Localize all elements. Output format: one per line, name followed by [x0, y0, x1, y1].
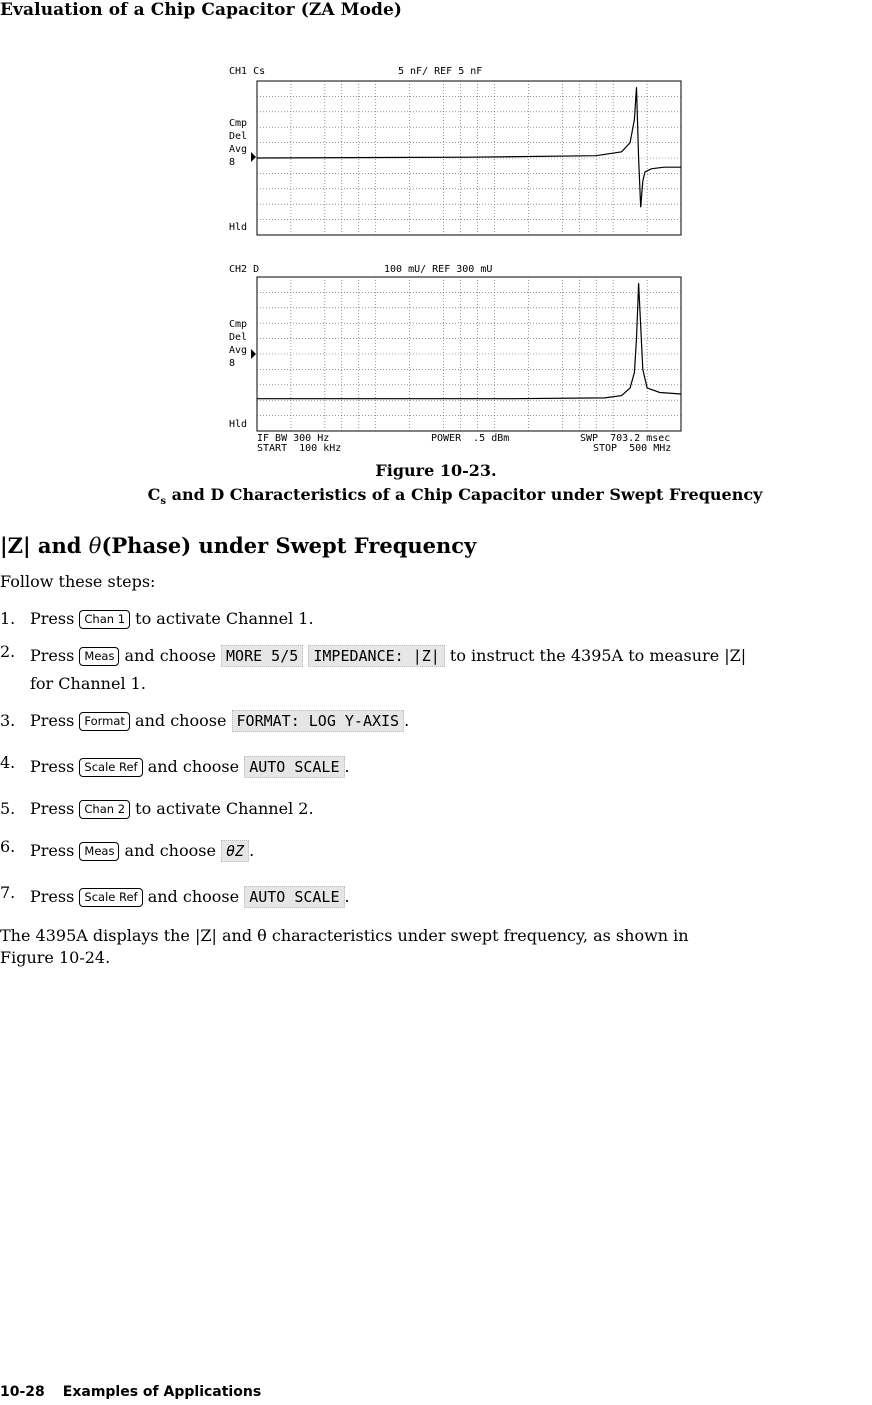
step-number: 4.	[0, 753, 16, 772]
scale-ref-key[interactable]: Scale Ref	[79, 888, 142, 907]
ch1-avg-count: 8	[229, 157, 236, 168]
stop-freq-label: STOP 500 MHz	[593, 443, 672, 454]
ch2-avg-count: 8	[229, 358, 236, 369]
step-text: Press	[30, 757, 75, 776]
ch2-plot	[257, 277, 681, 431]
step-text: Press	[30, 799, 75, 818]
step-text: to activate Channel 1.	[135, 609, 314, 628]
step-text: and choose	[147, 757, 240, 776]
meas-key[interactable]: Meas	[79, 842, 119, 861]
auto-scale-softkey[interactable]: AUTO SCALE	[244, 756, 344, 778]
ch2-cmp: Cmp	[229, 319, 248, 330]
step-text: Press	[30, 646, 75, 665]
start-freq-label: START 100 kHz	[257, 443, 342, 454]
step-number: 2.	[0, 642, 16, 661]
ch1-del: Del	[229, 131, 248, 142]
ch1-cmp: Cmp	[229, 118, 248, 129]
step-text: and choose	[135, 711, 227, 730]
trace-graphics	[226, 62, 686, 457]
caption-sub: s	[160, 496, 166, 508]
step-text: Press	[30, 711, 75, 730]
chan1-key[interactable]: Chan 1	[79, 610, 130, 629]
figure-number: Figure 10-23.	[375, 461, 497, 480]
step-number: 6.	[0, 837, 16, 856]
step-text: Press	[30, 887, 75, 906]
step-number: 5.	[0, 799, 16, 818]
format-key[interactable]: Format	[79, 712, 130, 731]
section-title-theta: θ	[88, 534, 102, 558]
scale-ref-key[interactable]: Scale Ref	[79, 758, 142, 777]
ch2-del: Del	[229, 332, 248, 343]
step-number: 3.	[0, 711, 16, 730]
section-title	[0, 533, 476, 558]
step-text: and choose	[147, 887, 240, 906]
step-text: .	[404, 711, 410, 730]
step-text: .	[249, 841, 255, 860]
step-number: 7.	[0, 883, 16, 902]
step-2-line2: for Channel 1.	[30, 674, 146, 693]
chan2-key[interactable]: Chan 2	[79, 800, 130, 819]
section-title-rest: (Phase) under Swept Frequency	[101, 533, 477, 558]
closing-line-1: The 4395A displays the |Z| and θ characteristics under swept frequency, as shown in	[0, 926, 689, 945]
analyzer-figure	[226, 62, 686, 457]
step-text: Press	[30, 609, 75, 628]
theta-z-softkey[interactable]: θZ	[221, 840, 249, 862]
meas-key[interactable]: Meas	[79, 647, 119, 666]
step-text: .	[344, 887, 350, 906]
ch1-plot	[257, 81, 681, 235]
ch1-scale: 5 nF/ REF 5 nF	[398, 66, 483, 77]
caption-rest: and D Characteristics of a Chip Capacitor under Swept Frequency	[166, 485, 763, 504]
ch2-ref-marker	[251, 349, 256, 359]
section-title-prefix: |Z| and	[0, 533, 89, 558]
auto-scale-softkey[interactable]: AUTO SCALE	[244, 886, 344, 908]
step-text: to activate Channel 2.	[135, 799, 314, 818]
impedance-z-softkey[interactable]: IMPEDANCE: |Z|	[308, 645, 444, 667]
power-label: POWER .5 dBm	[431, 433, 510, 444]
step-number: 1.	[0, 609, 16, 628]
intro-text: Follow these steps:	[0, 572, 156, 591]
page-number: 10-28	[0, 1384, 45, 1400]
if-bw-label: IF BW 300 Hz	[257, 433, 330, 444]
sweep-time-label: SWP 703.2 msec	[580, 433, 671, 444]
step-text: Press	[30, 841, 75, 860]
closing-paragraph	[0, 925, 860, 969]
trace-d	[257, 283, 681, 399]
trace-cs	[257, 87, 681, 207]
caption-prefix: C	[147, 485, 161, 504]
format-log-y-axis-softkey[interactable]: FORMAT: LOG Y-AXIS	[232, 710, 405, 732]
ch1-name: CH1 Cs	[229, 66, 266, 77]
step-text: and choose	[124, 646, 216, 665]
ch2-name: CH2 D	[229, 264, 260, 275]
figure-caption	[0, 485, 872, 507]
ch1-ref-marker	[251, 152, 256, 162]
step-text: .	[344, 757, 350, 776]
closing-line-2: Figure 10-24.	[0, 948, 111, 967]
ch1-hld: Hld	[229, 222, 248, 233]
ch2-avg: Avg	[229, 345, 248, 356]
more-5-5-softkey[interactable]: MORE 5/5	[221, 645, 303, 667]
step-text: to instruct the 4395A to measure |Z|	[449, 646, 747, 665]
footer-title: Examples of Applications	[62, 1384, 262, 1400]
ch2-scale: 100 mU/ REF 300 mU	[384, 264, 493, 275]
page-footer	[0, 1384, 261, 1400]
running-head: Evaluation of a Chip Capacitor (ZA Mode)	[0, 0, 403, 20]
ch1-avg: Avg	[229, 144, 248, 155]
step-text: and choose	[124, 841, 216, 860]
ch2-hld: Hld	[229, 419, 248, 430]
